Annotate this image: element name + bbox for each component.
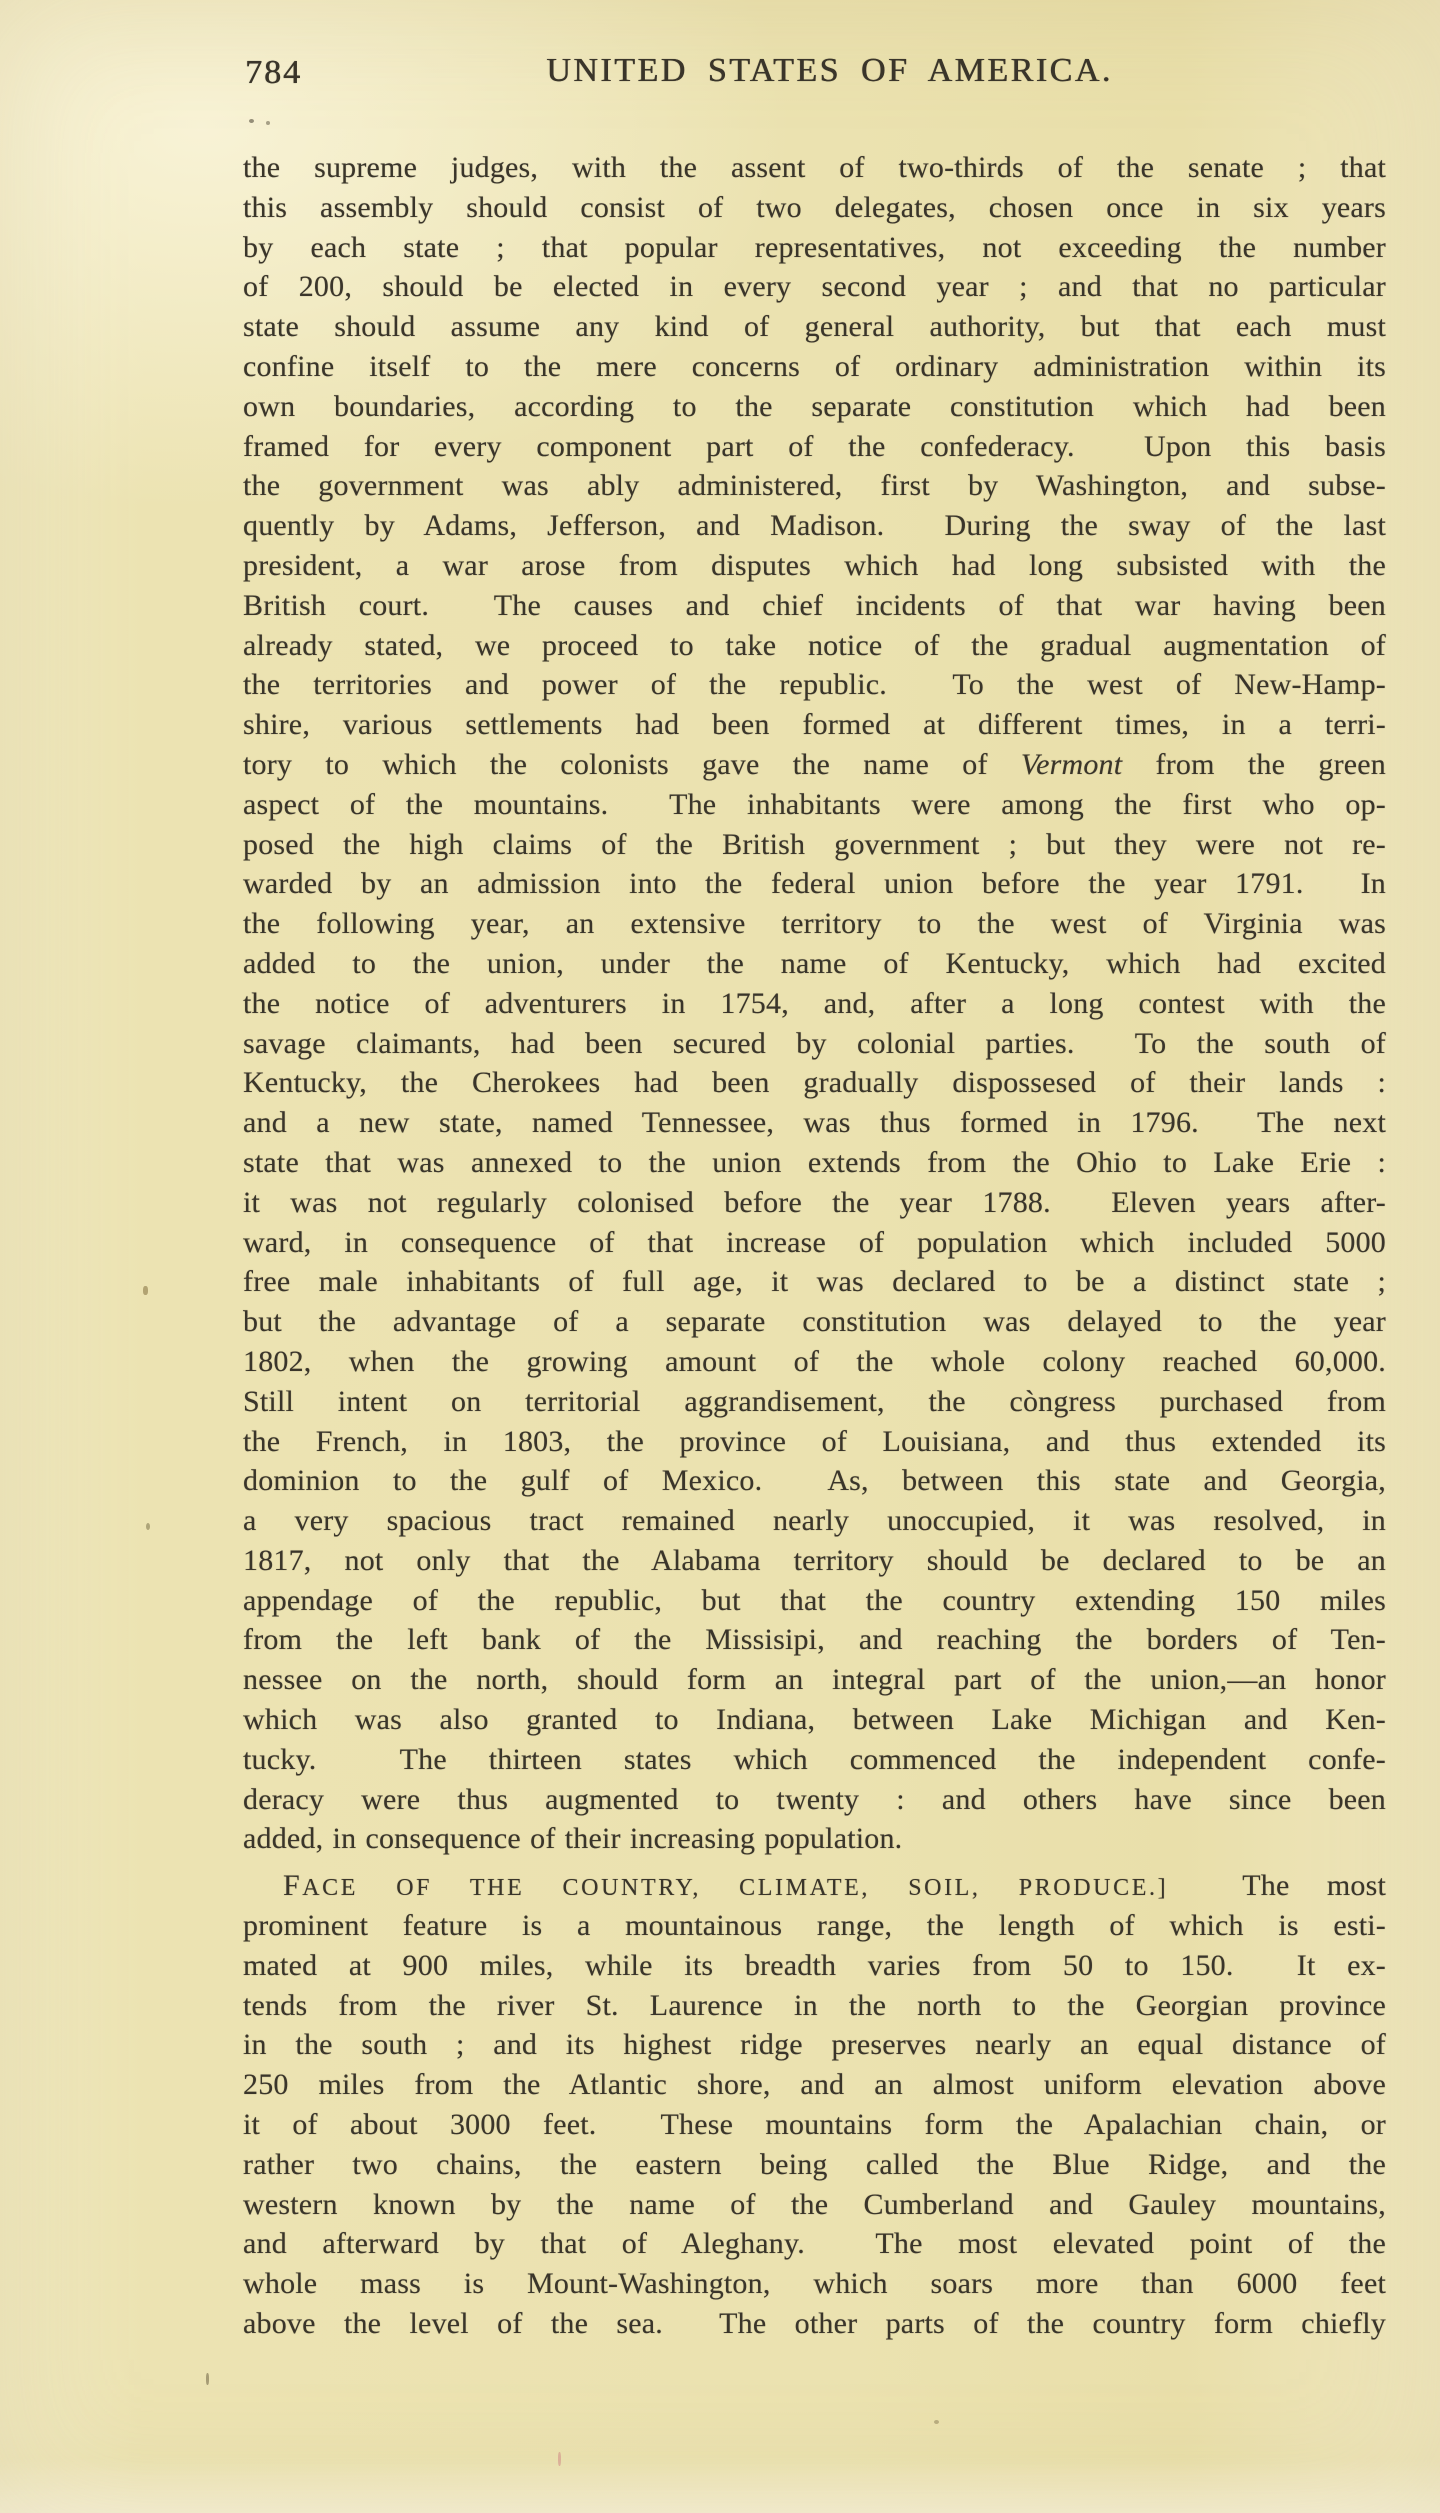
text-line xyxy=(243,1183,1386,1223)
text-line xyxy=(243,1906,1386,1946)
text-line xyxy=(243,1780,1386,1820)
text-line xyxy=(243,1461,1386,1501)
text-line xyxy=(243,267,1386,307)
text-line xyxy=(243,1946,1386,1986)
text-line xyxy=(243,2185,1386,2225)
paper-mark xyxy=(558,2452,561,2466)
text-line xyxy=(243,1541,1386,1581)
text-line xyxy=(243,1819,1386,1859)
text-segment: Kentucky, the Cherokees had been gradually dispossesed of their lands : xyxy=(243,1066,1386,1100)
text-line xyxy=(243,387,1386,427)
text-line xyxy=(243,506,1386,546)
text-segment: 250 miles from the Atlantic shore, and an almost uniform elevation above xyxy=(243,2068,1386,2102)
text-line xyxy=(243,864,1386,904)
text-line xyxy=(243,1342,1386,1382)
text-segment: added, in consequence of their increasing population. xyxy=(243,1822,903,1856)
page-number: 784 xyxy=(245,54,302,91)
text-line xyxy=(243,1063,1386,1103)
text-segment: tucky. The thirteen states which commenced the independent confe- xyxy=(243,1742,1386,1776)
text-segment: appendage of the republic, but that the country extending 150 miles xyxy=(243,1583,1386,1617)
text-segment: F xyxy=(283,1869,303,1903)
text-line xyxy=(243,665,1386,705)
paper-mark xyxy=(206,2373,209,2385)
text-segment: ACE OF THE COUNTRY, CLIMATE, SOIL, PRODUCE.] xyxy=(302,1875,1169,1902)
text-line xyxy=(243,1740,1386,1780)
text-line xyxy=(243,427,1386,467)
text-segment: ward, in consequence of that increase of population which included 5000 xyxy=(243,1225,1386,1259)
text-segment: from the green xyxy=(1122,747,1386,781)
text-segment: a very spacious tract remained nearly unoccupied, it was resolved, in xyxy=(243,1504,1386,1538)
text-segment: the following year, an extensive territory to the west of Virginia was xyxy=(243,907,1386,941)
text-line xyxy=(243,546,1386,586)
text-line xyxy=(243,1262,1386,1302)
text-line xyxy=(243,307,1386,347)
text-segment: nessee on the north, should form an integral part of the union,—an honor xyxy=(243,1663,1386,1697)
text-segment: western known by the name of the Cumberland and Gauley mountains, xyxy=(243,2187,1386,2221)
text-segment: and a new state, named Tennessee, was thus formed in 1796. The next xyxy=(243,1106,1386,1140)
text-segment: state that was annexed to the union extends from the Ohio to Lake Erie : xyxy=(243,1145,1386,1179)
text-segment: dominion to the gulf of Mexico. As, between this state and Georgia, xyxy=(243,1464,1386,1498)
text-segment: rather two chains, the eastern being called the Blue Ridge, and the xyxy=(243,2147,1386,2181)
text-segment: quently by Adams, Jefferson, and Madison. During the sway of the last xyxy=(243,509,1386,543)
text-segment: the notice of adventurers in 1754, and, after a long contest with the xyxy=(243,986,1386,1020)
text-segment: shire, various settlements had been formed at different times, in a terri- xyxy=(243,708,1386,742)
text-line xyxy=(243,2025,1386,2065)
text-line xyxy=(243,2105,1386,2145)
text-line xyxy=(243,1223,1386,1263)
text-line xyxy=(243,1986,1386,2026)
text-line xyxy=(243,1501,1386,1541)
text-segment: 1817, not only that the Alabama territory should be declared to be an xyxy=(243,1543,1386,1577)
text-line xyxy=(243,2304,1386,2344)
text-line xyxy=(243,745,1386,785)
text-line xyxy=(243,347,1386,387)
text-segment: the territories and power of the republic. To the west of New-Hamp- xyxy=(243,668,1386,702)
ink-speck xyxy=(249,119,254,123)
text-line xyxy=(243,984,1386,1024)
text-segment: free male inhabitants of full age, it was declared to be a distinct state ; xyxy=(243,1265,1386,1299)
text-line xyxy=(243,904,1386,944)
text-line xyxy=(243,1581,1386,1621)
text-segment: prominent feature is a mountainous range, the length of which is esti- xyxy=(243,1909,1386,1943)
text-line xyxy=(243,1143,1386,1183)
text-segment: British court. The causes and chief incidents of that war having been xyxy=(243,588,1386,622)
text-line xyxy=(243,1620,1386,1660)
text-line xyxy=(243,2264,1386,2304)
text-line xyxy=(243,626,1386,666)
ink-speck xyxy=(266,121,270,125)
text-segment: the supreme judges, with the assent of two-thirds of the senate ; that xyxy=(243,151,1386,184)
text-segment: by each state ; that popular representatives, not exceeding the number xyxy=(243,230,1386,264)
text-segment: the government was ably administered, first by Washington, and subse- xyxy=(243,469,1386,503)
text-line xyxy=(243,705,1386,745)
text-line xyxy=(243,148,1386,188)
page-header xyxy=(243,52,1386,102)
text-segment: savage claimants, had been secured by colonial parties. To the south of xyxy=(243,1026,1386,1060)
text-segment: already stated, we proceed to take notice of the gradual augmentation of xyxy=(243,628,1386,662)
text-segment: own boundaries, according to the separate constitution which had been xyxy=(243,389,1386,423)
text-segment: confine itself to the mere concerns of ordinary administration within its xyxy=(243,349,1386,383)
text-segment: aspect of the mountains. The inhabitants were among the first who op- xyxy=(243,787,1386,821)
text-segment: tends from the river St. Laurence in the north to the Georgian province xyxy=(243,1988,1386,2022)
text-line xyxy=(243,1024,1386,1064)
text-segment: warded by an admission into the federal union before the year 1791. In xyxy=(243,867,1386,901)
text-line xyxy=(243,2145,1386,2185)
text-segment: it of about 3000 feet. These mountains form the Apalachian chain, or xyxy=(243,2108,1386,2142)
text-segment: but the advantage of a separate constitution was delayed to the year xyxy=(243,1305,1386,1339)
text-segment: and afterward by that of Aleghany. The most elevated point of the xyxy=(243,2227,1386,2261)
text-segment: whole mass is Mount-Washington, which soars more than 6000 feet xyxy=(243,2267,1386,2301)
paper-mark xyxy=(934,2420,939,2424)
text-line xyxy=(243,2065,1386,2105)
text-segment: deracy were thus augmented to twenty : and others have since been xyxy=(243,1782,1386,1816)
text-segment: president, a war arose from disputes which had long subsisted with the xyxy=(243,548,1386,582)
text-segment: in the south ; and its highest ridge preserves nearly an equal distance of xyxy=(243,2028,1386,2062)
text-segment: above the level of the sea. The other parts of the country form chiefly xyxy=(243,2307,1386,2341)
running-title: UNITED STATES OF AMERICA. xyxy=(546,52,1113,89)
text-segment: from the left bank of the Missisipi, and reaching the borders of Ten- xyxy=(243,1623,1386,1657)
text-line xyxy=(243,188,1386,228)
text-segment: 1802, when the growing amount of the whole colony reached 60,000. xyxy=(243,1344,1386,1378)
paper-mark xyxy=(146,1523,150,1530)
text-line xyxy=(243,1700,1386,1740)
text-segment: tory to which the colonists gave the name of xyxy=(243,747,1021,781)
text-segment: of 200, should be elected in every second year ; and that no particular xyxy=(243,270,1386,304)
text-segment: which was also granted to Indiana, between Lake Michigan and Ken- xyxy=(243,1703,1386,1737)
text-segment: this assembly should consist of two delegates, chosen once in six years xyxy=(243,190,1386,224)
text-segment: state should assume any kind of general authority, but that each must xyxy=(243,310,1386,344)
text-line xyxy=(243,2224,1386,2264)
text-line xyxy=(243,228,1386,268)
text-block xyxy=(243,148,1386,2344)
text-segment: added to the union, under the name of Kentucky, which had excited xyxy=(243,946,1386,980)
italic-text: Vermont xyxy=(1020,747,1123,781)
text-segment: Still intent on territorial aggrandisement, the còngress purchased from xyxy=(243,1384,1386,1418)
text-line xyxy=(243,1302,1386,1342)
text-segment: framed for every component part of the confederacy. Upon this basis xyxy=(243,429,1386,463)
text-line xyxy=(243,466,1386,506)
text-line xyxy=(243,785,1386,825)
text-segment: the French, in 1803, the province of Louisiana, and thus extended its xyxy=(243,1424,1386,1458)
section-heading-line xyxy=(243,1866,1386,1906)
text-line xyxy=(243,1103,1386,1143)
text-segment: it was not regularly colonised before the year 1788. Eleven years after- xyxy=(243,1185,1386,1219)
text-line xyxy=(243,1660,1386,1700)
text-line xyxy=(243,825,1386,865)
text-line xyxy=(243,1422,1386,1462)
text-segment: posed the high claims of the British government ; but they were not re- xyxy=(243,827,1386,861)
paper-mark xyxy=(143,1286,148,1295)
text-line xyxy=(243,1382,1386,1422)
text-segment: mated at 900 miles, while its breadth varies from 50 to 150. It ex- xyxy=(243,1948,1386,1982)
text-line xyxy=(243,586,1386,626)
text-line xyxy=(243,944,1386,984)
text-segment: The most xyxy=(1168,1869,1386,1903)
